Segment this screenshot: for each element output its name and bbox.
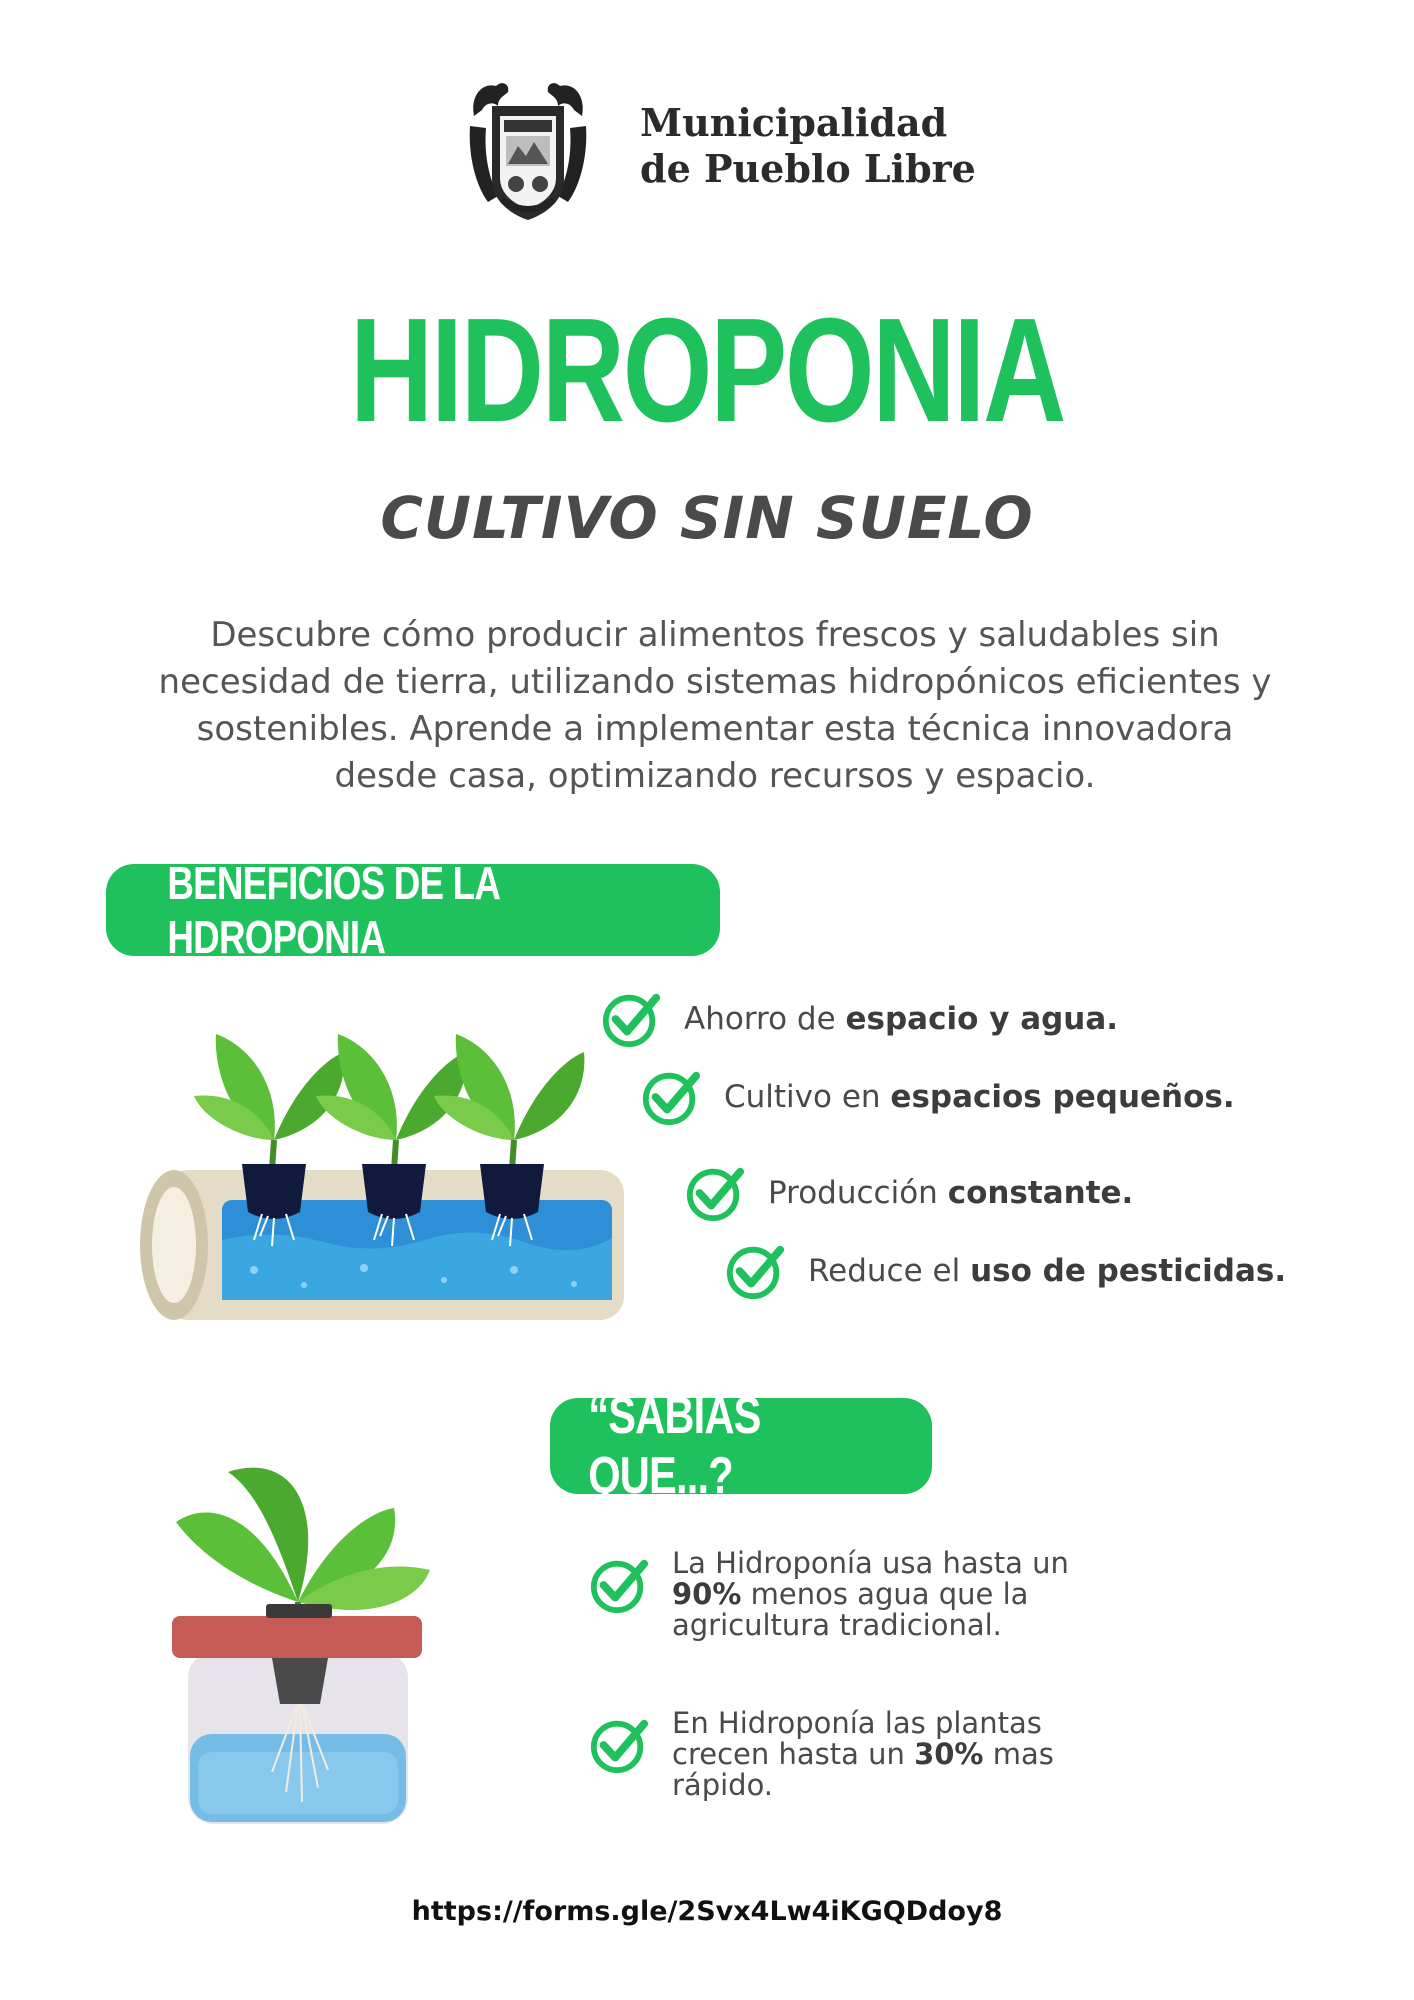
hydroponic-pipe-illustration — [134, 1000, 644, 1330]
check-circle-icon — [588, 1554, 650, 1616]
benefit-text — [808, 1253, 1286, 1289]
fact-text — [672, 1708, 1142, 1801]
hydroponic-jar-illustration — [168, 1452, 438, 1826]
page-subtitle: CULTIVO SIN SUELO — [380, 484, 1034, 552]
benefit-text — [724, 1079, 1235, 1115]
check-circle-icon — [640, 1066, 702, 1128]
fact-item — [588, 1548, 1142, 1641]
organization-name — [640, 100, 976, 192]
org-name-line1: Municipalidad — [640, 100, 948, 145]
fact-bold: 90% — [672, 1577, 742, 1611]
benefit-prefix: Reduce el — [808, 1253, 971, 1289]
intro-paragraph: Descubre cómo producir alimentos frescos y saludables sin necesidad de tierra, utilizando sistemas hidropónicos eficientes y sostenibles. Aprende a implementar esta técnica innovadora desde casa, optimizando recursos y espacio. — [158, 615, 1272, 796]
org-name-line2: de Pueblo Libre — [640, 146, 976, 191]
benefit-item — [600, 988, 1118, 1050]
check-circle-icon — [588, 1714, 650, 1776]
check-circle-icon — [724, 1240, 786, 1302]
facts-heading: “SABIAS QUE...? — [588, 1387, 761, 1505]
benefit-bold: espacio y agua. — [845, 1001, 1119, 1037]
benefits-heading-pill — [106, 857, 720, 963]
fact-suffix: menos agua que la agricultura tradicional. — [672, 1577, 1029, 1642]
facts-heading-pill — [550, 1387, 932, 1505]
benefit-bold: constante. — [947, 1175, 1134, 1211]
benefit-text — [684, 1001, 1118, 1037]
fact-prefix: La Hidroponía usa hasta un — [672, 1546, 1069, 1580]
check-circle-icon — [684, 1162, 746, 1224]
form-link[interactable]: https://forms.gle/2Svx4Lw4iKGQDdoy8 — [411, 1896, 1003, 1927]
fact-prefix: En Hidroponía las plantas crecen hasta un — [672, 1706, 1042, 1771]
benefit-prefix: Ahorro de — [684, 1001, 846, 1037]
benefit-text — [768, 1175, 1133, 1211]
page-title: HIDROPONIA — [349, 288, 1065, 453]
benefit-item — [684, 1162, 1133, 1224]
municipal-seal-icon — [468, 76, 588, 224]
check-circle-icon — [600, 988, 662, 1050]
benefit-bold: uso de pesticidas. — [970, 1253, 1287, 1289]
fact-text — [672, 1548, 1142, 1641]
benefit-bold: espacios pequeños. — [890, 1079, 1235, 1115]
benefit-item — [640, 1066, 1235, 1128]
benefit-prefix: Cultivo en — [724, 1079, 891, 1115]
plant-leaves-icon — [194, 1034, 584, 1170]
fact-item — [588, 1708, 1142, 1801]
fact-suffix: mas rápido. — [672, 1737, 1054, 1802]
benefit-item — [724, 1240, 1286, 1302]
benefit-prefix: Producción — [768, 1175, 948, 1211]
fact-bold: 30% — [914, 1737, 984, 1771]
benefits-heading: BENEFICIOS DE LA HDROPONIA — [167, 857, 499, 963]
